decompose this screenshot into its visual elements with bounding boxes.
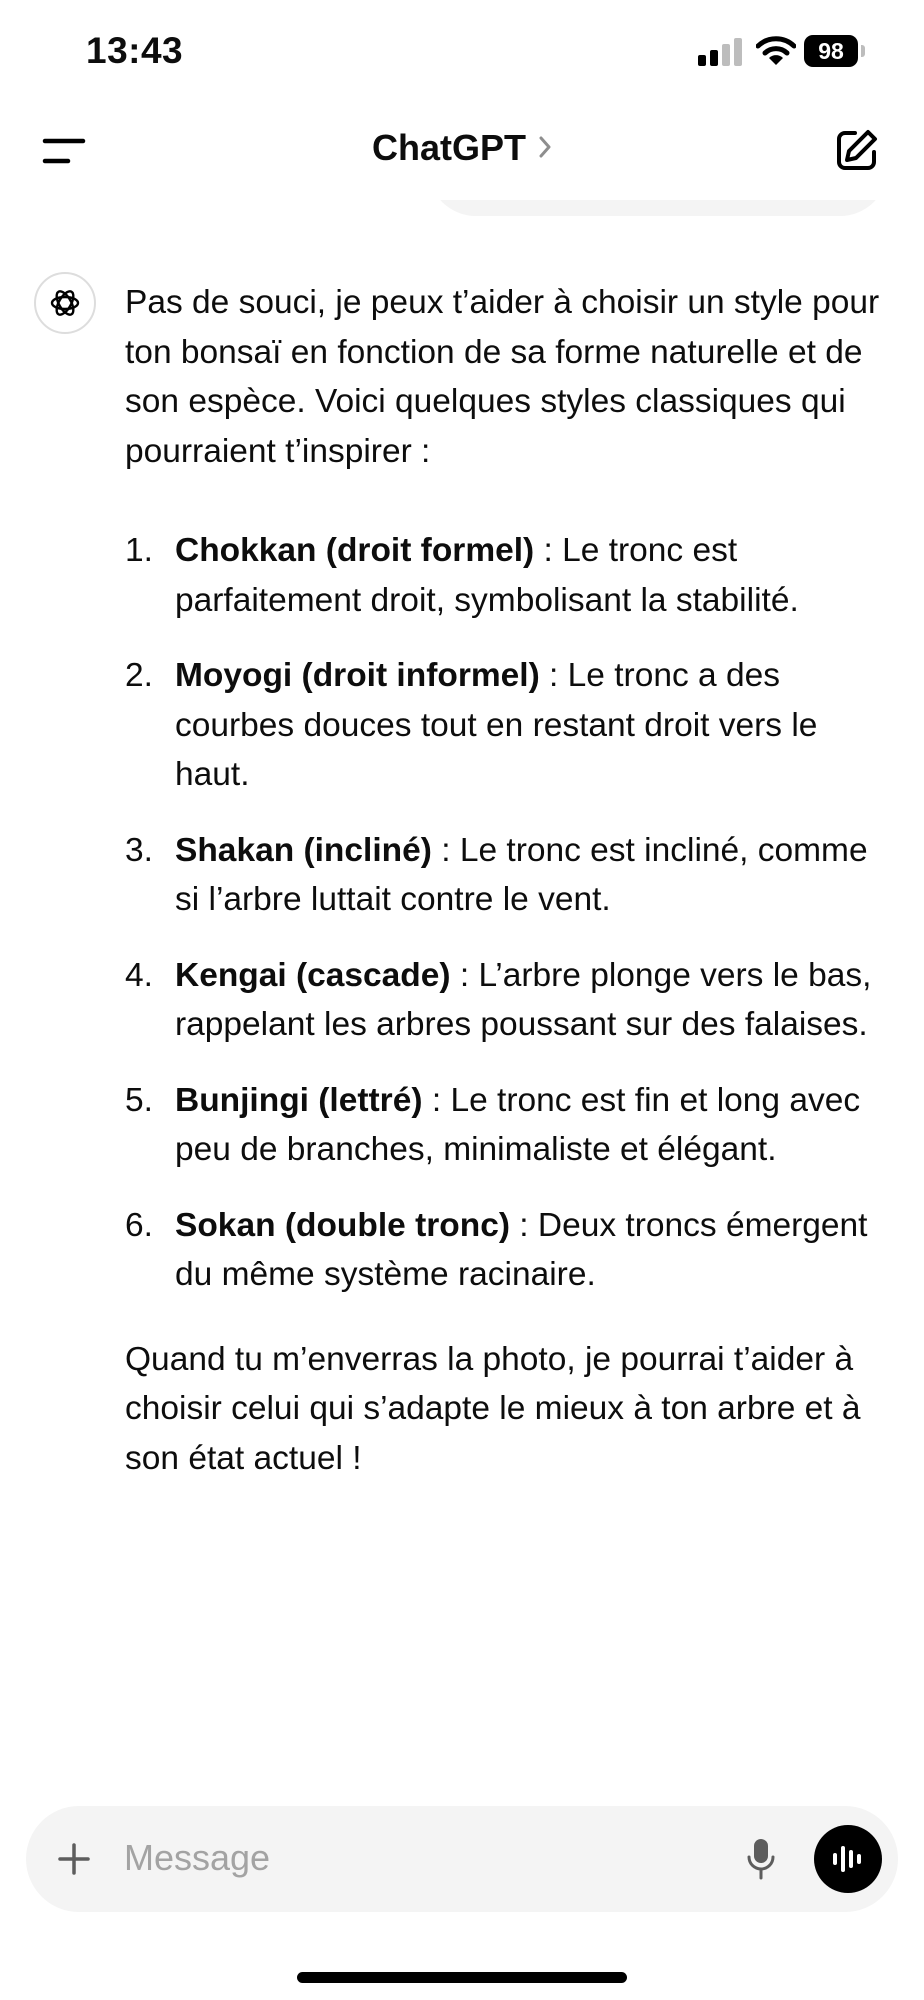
- status-time: 13:43: [86, 30, 184, 71]
- bonsai-styles-list: [125, 526, 880, 1300]
- list-item: [125, 1076, 880, 1175]
- list-item-name: Shakan (incliné): [175, 831, 432, 869]
- status-bar: [0, 0, 924, 100]
- voice-waveform-icon: [830, 1841, 866, 1877]
- assistant-message: [125, 278, 880, 1483]
- battery-icon: [804, 35, 866, 67]
- openai-logo-icon: [48, 286, 82, 320]
- list-item-number: 2.: [125, 657, 153, 694]
- list-item-number: 3.: [125, 831, 153, 869]
- message-composer: [26, 1806, 898, 1912]
- chevron-right-icon: [538, 136, 552, 158]
- battery-cap: [861, 45, 865, 57]
- list-item: [125, 826, 880, 925]
- cell-signal-icon: [698, 38, 742, 66]
- list-item-description: : Le tronc a des courbes douces tout en restant droit vers le haut.: [175, 657, 818, 793]
- list-item-description: : Le tronc est incliné, comme si l’arbre luttait contre le vent.: [175, 831, 868, 918]
- new-chat-icon[interactable]: [833, 126, 881, 174]
- battery-level: 98: [804, 35, 858, 67]
- list-item-description: : Deux troncs émergent du même système racinaire.: [175, 1206, 868, 1293]
- message-input[interactable]: [124, 1828, 744, 1888]
- list-item-description: : Le tronc est fin et long avec peu de branches, minimaliste et élégant.: [175, 1081, 861, 1168]
- list-item-name: Chokkan (droit formel): [175, 532, 535, 569]
- microphone-icon[interactable]: [747, 1838, 775, 1880]
- wifi-icon: [756, 36, 796, 66]
- list-item: [125, 1201, 880, 1300]
- top-bar: [0, 100, 924, 200]
- list-item-name: Bunjingi (lettré): [175, 1081, 423, 1119]
- model-name: ChatGPT: [371, 127, 526, 168]
- plus-icon[interactable]: [58, 1843, 90, 1875]
- list-item-name: Moyogi (droit informel): [175, 657, 540, 694]
- list-item: [125, 651, 880, 800]
- voice-mode-button[interactable]: [814, 1825, 882, 1893]
- list-item-description: : L’arbre plonge vers le bas, rappelant les arbres poussant sur des falaises.: [175, 956, 872, 1043]
- message-intro: Pas de souci, je peux t’aider à choisir un style pour ton bonsaï en fonction de sa forme naturelle et de son espèce. Voici quelques styles classiques qui pourraient t’inspirer :: [125, 284, 880, 470]
- list-item: [125, 951, 880, 1050]
- list-item-number: 5.: [125, 1081, 153, 1119]
- list-item-number: 1.: [125, 532, 153, 569]
- list-item-name: Sokan (double tronc): [175, 1206, 510, 1244]
- list-item-number: 4.: [125, 956, 153, 994]
- list-item-description: : Le tronc est parfaitement droit, symbolisant la stabilité.: [175, 532, 799, 619]
- list-item-number: 6.: [125, 1206, 153, 1244]
- home-indicator[interactable]: [297, 1972, 627, 1983]
- list-item: [125, 526, 880, 625]
- message-outro: Quand tu m’enverras la photo, je pourrai t’aider à choisir celui qui s’adapte le mieux à ton arbre et à son état actuel !: [125, 1340, 861, 1477]
- model-selector[interactable]: [0, 127, 924, 169]
- assistant-avatar: [34, 272, 96, 334]
- list-item-name: Kengai (cascade): [175, 956, 451, 994]
